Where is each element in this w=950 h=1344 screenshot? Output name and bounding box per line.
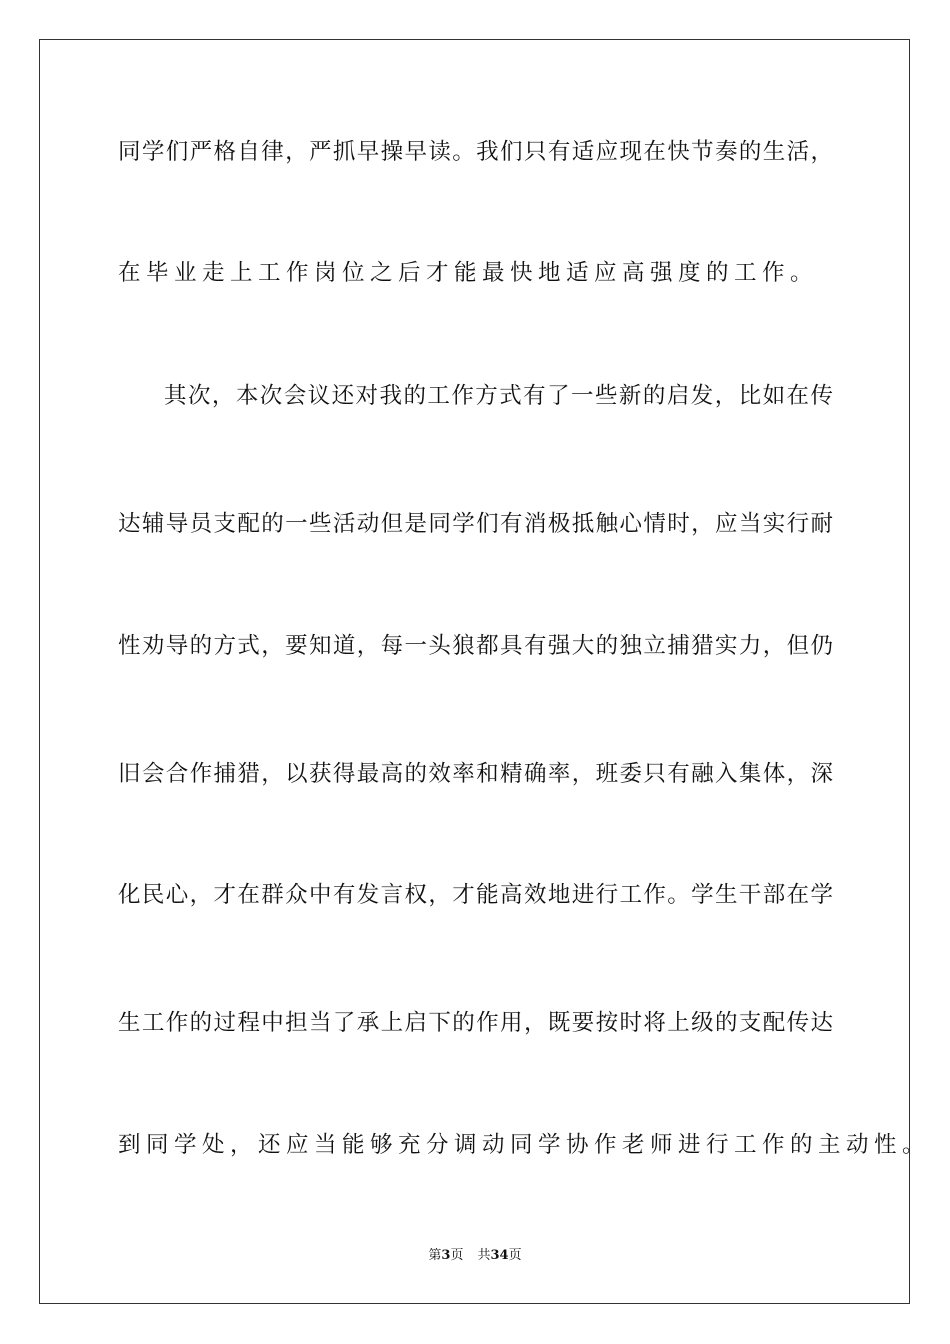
page-border xyxy=(39,39,931,1304)
text-line: 其次，本次会议还对我的工作方式有了一些新的启发，比如在传 xyxy=(164,383,833,409)
text-line: 旧会合作捕猎，以获得最高的效率和精确率，班委只有融入集体，深 xyxy=(118,761,833,787)
page-prefix: 第 xyxy=(428,1248,442,1263)
text-line: 达辅导员支配的一些活动但是同学们有消极抵触心情时，应当实行耐 xyxy=(118,511,833,537)
text-line: 化民心，才在群众中有发言权，才能高效地进行工作。学生干部在学 xyxy=(118,882,833,908)
text-line: 同学们严格自律，严抓早操早读。我们只有适应现在快节奏的生活， xyxy=(118,139,833,165)
total-suffix: 页 xyxy=(508,1248,522,1263)
total-pages: 34 xyxy=(490,1248,509,1263)
page-suffix: 页 xyxy=(450,1248,464,1263)
total-prefix: 共 xyxy=(477,1248,491,1263)
page-number: 3 xyxy=(441,1248,451,1263)
text-line: 到同学处，还应当能够充分调动同学协作老师进行工作的主动性。 xyxy=(118,1132,931,1158)
text-line: 生工作的过程中担当了承上启下的作用，既要按时将上级的支配传达 xyxy=(118,1010,833,1036)
text-line: 在毕业走上工作岗位之后才能最快地适应高强度的工作。 xyxy=(118,260,819,286)
text-line: 性劝导的方式，要知道，每一头狼都具有强大的独立捕猎实力，但仍 xyxy=(118,633,833,659)
page-footer xyxy=(0,1247,950,1265)
